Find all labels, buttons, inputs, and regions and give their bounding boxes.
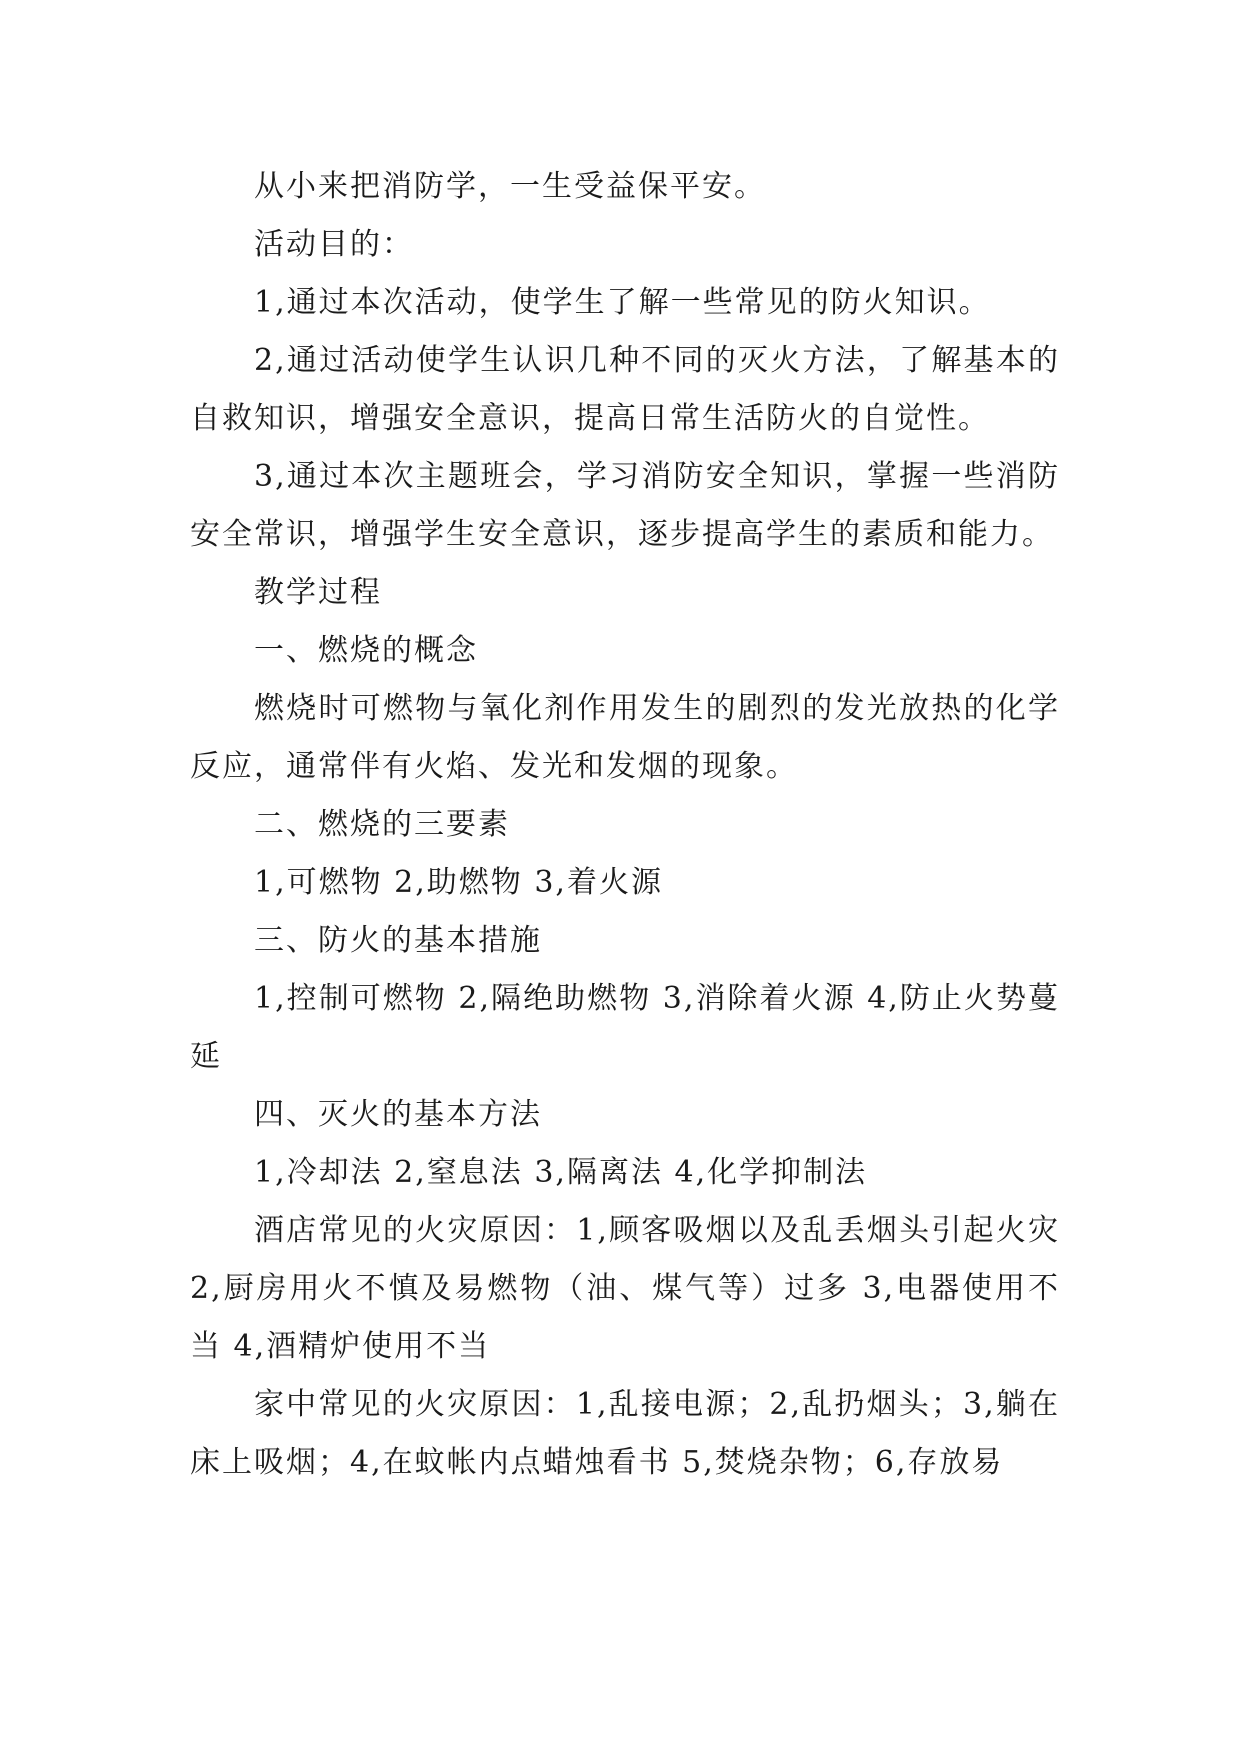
paragraph-goal-2: 2,通过活动使学生认识几种不同的灭火方法，了解基本的自救知识，增强安全意识，提高日常生活防火的自觉性。 — [190, 343, 1060, 436]
paragraph-goal-1: 1,通过本次活动，使学生了解一些常见的防火知识。 — [254, 285, 991, 320]
heading-activity-goals: 活动目的： — [254, 227, 414, 262]
paragraph-prevention-measures: 1,控制可燃物 2,隔绝助燃物 3,消除着火源 4,防止火势蔓延 — [190, 981, 1060, 1074]
paragraph-three-elements: 1,可燃物 2,助燃物 3,着火源 — [254, 865, 663, 900]
paragraph-goal-3: 3,通过本次主题班会，学习消防安全知识，掌握一些消防安全常识，增强学生安全意识，逐步提高学生的素质和能力。 — [190, 459, 1060, 552]
paragraph-slogan: 从小来把消防学，一生受益保平安。 — [254, 169, 766, 204]
paragraph-combustion-definition: 燃烧时可燃物与氧化剂作用发生的剧烈的发光放热的化学反应，通常伴有火焰、发光和发烟的现象。 — [190, 691, 1060, 784]
paragraph-home-fire-causes: 家中常见的火灾原因：1,乱接电源；2,乱扔烟头；3,躺在床上吸烟；4,在蚊帐内点蜡烛看书 5,焚烧杂物；6,存放易 — [190, 1387, 1060, 1480]
paragraph-extinguishing-methods: 1,冷却法 2,窒息法 3,隔离法 4,化学抑制法 — [254, 1155, 868, 1190]
document-body — [190, 158, 1060, 1492]
heading-teaching-process: 教学过程 — [254, 575, 382, 610]
heading-section-4: 四、灭火的基本方法 — [254, 1097, 542, 1132]
heading-section-1: 一、燃烧的概念 — [254, 633, 478, 668]
paragraph-hotel-fire-causes: 酒店常见的火灾原因：1,顾客吸烟以及乱丢烟头引起火灾 2,厨房用火不慎及易燃物（油、煤气等）过多 3,电器使用不当 4,酒精炉使用不当 — [190, 1213, 1060, 1364]
heading-section-2: 二、燃烧的三要素 — [254, 807, 510, 842]
heading-section-3: 三、防火的基本措施 — [254, 923, 542, 958]
